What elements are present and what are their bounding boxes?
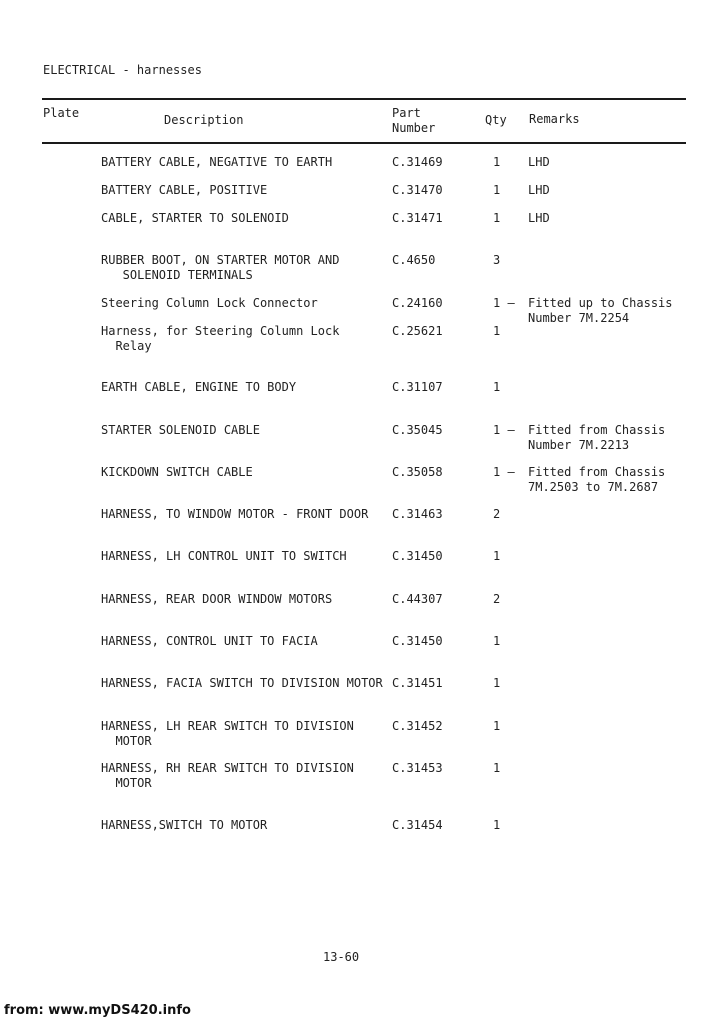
row-qty: 2 <box>493 507 501 521</box>
row-qty: 3 <box>493 253 501 267</box>
row-description: HARNESS, RH REAR SWITCH TO DIVISION MOTOR <box>101 761 354 790</box>
row-part-number: C.4650 <box>392 253 436 267</box>
row-part-number: C.44307 <box>392 592 443 606</box>
row-qty: 1 <box>493 380 501 394</box>
row-remarks: LHD <box>528 183 550 197</box>
row-description: HARNESS, LH REAR SWITCH TO DIVISION MOTOR <box>101 719 354 748</box>
row-qty: 1 <box>493 676 501 690</box>
row-part-number: C.31463 <box>392 507 443 521</box>
row-qty: 1 <box>493 183 501 197</box>
row-part-number: C.31450 <box>392 634 443 648</box>
row-qty: 1 <box>493 761 501 775</box>
row-qty: 1 <box>493 549 501 563</box>
header-description: Description <box>164 113 244 127</box>
row-description: CABLE, STARTER TO SOLENOID <box>101 211 289 225</box>
row-remarks: LHD <box>528 211 550 225</box>
header-top-rule <box>42 98 686 100</box>
row-description: HARNESS, REAR DOOR WINDOW MOTORS <box>101 592 333 606</box>
row-part-number: C.31469 <box>392 155 443 169</box>
row-qty: 1 <box>493 719 501 733</box>
header-qty: Qty <box>485 113 507 127</box>
row-part-number: C.31450 <box>392 549 443 563</box>
page-number: 13-60 <box>323 950 360 964</box>
row-part-number: C.35058 <box>392 465 443 479</box>
row-part-number: C.35045 <box>392 423 443 437</box>
row-description: HARNESS, FACIA SWITCH TO DIVISION MOTOR <box>101 676 383 690</box>
row-description: HARNESS, CONTROL UNIT TO FACIA <box>101 634 318 648</box>
header-bottom-rule <box>42 142 686 144</box>
header-remarks: Remarks <box>529 112 580 126</box>
row-qty: 1 – <box>493 423 515 437</box>
header-plate: Plate <box>43 106 80 120</box>
row-description: Harness, for Steering Column Lock Relay <box>101 324 340 353</box>
row-description: BATTERY CABLE, POSITIVE <box>101 183 268 197</box>
row-remarks: Fitted up to Chassis Number 7M.2254 <box>528 296 673 325</box>
row-qty: 1 <box>493 818 501 832</box>
footer-source: from: www.myDS420.info <box>4 1003 191 1018</box>
row-description: KICKDOWN SWITCH CABLE <box>101 465 253 479</box>
row-part-number: C.31451 <box>392 676 443 690</box>
row-description: Steering Column Lock Connector <box>101 296 318 310</box>
row-part-number: C.31470 <box>392 183 443 197</box>
row-part-number: C.31454 <box>392 818 443 832</box>
section-title: ELECTRICAL - harnesses <box>43 63 202 77</box>
row-description: HARNESS,SWITCH TO MOTOR <box>101 818 268 832</box>
row-part-number: C.31107 <box>392 380 443 394</box>
row-part-number: C.31471 <box>392 211 443 225</box>
row-qty: 1 – <box>493 465 515 479</box>
header-part-number: Part Number <box>392 106 436 135</box>
row-remarks: Fitted from Chassis Number 7M.2213 <box>528 423 666 452</box>
row-description: EARTH CABLE, ENGINE TO BODY <box>101 380 297 394</box>
row-qty: 1 <box>493 155 501 169</box>
row-remarks: LHD <box>528 155 550 169</box>
row-qty: 1 <box>493 211 501 225</box>
row-qty: 1 – <box>493 296 515 310</box>
row-description: RUBBER BOOT, ON STARTER MOTOR AND SOLENOID TERMINALS <box>101 253 340 282</box>
row-description: BATTERY CABLE, NEGATIVE TO EARTH <box>101 155 333 169</box>
row-qty: 2 <box>493 592 501 606</box>
row-description: STARTER SOLENOID CABLE <box>101 423 260 437</box>
row-description: HARNESS, TO WINDOW MOTOR - FRONT DOOR <box>101 507 369 521</box>
row-part-number: C.31453 <box>392 761 443 775</box>
row-description: HARNESS, LH CONTROL UNIT TO SWITCH <box>101 549 347 563</box>
row-part-number: C.24160 <box>392 296 443 310</box>
row-remarks: Fitted from Chassis 7M.2503 to 7M.2687 <box>528 465 666 494</box>
row-part-number: C.31452 <box>392 719 443 733</box>
row-part-number: C.25621 <box>392 324 443 338</box>
row-qty: 1 <box>493 324 501 338</box>
row-qty: 1 <box>493 634 501 648</box>
